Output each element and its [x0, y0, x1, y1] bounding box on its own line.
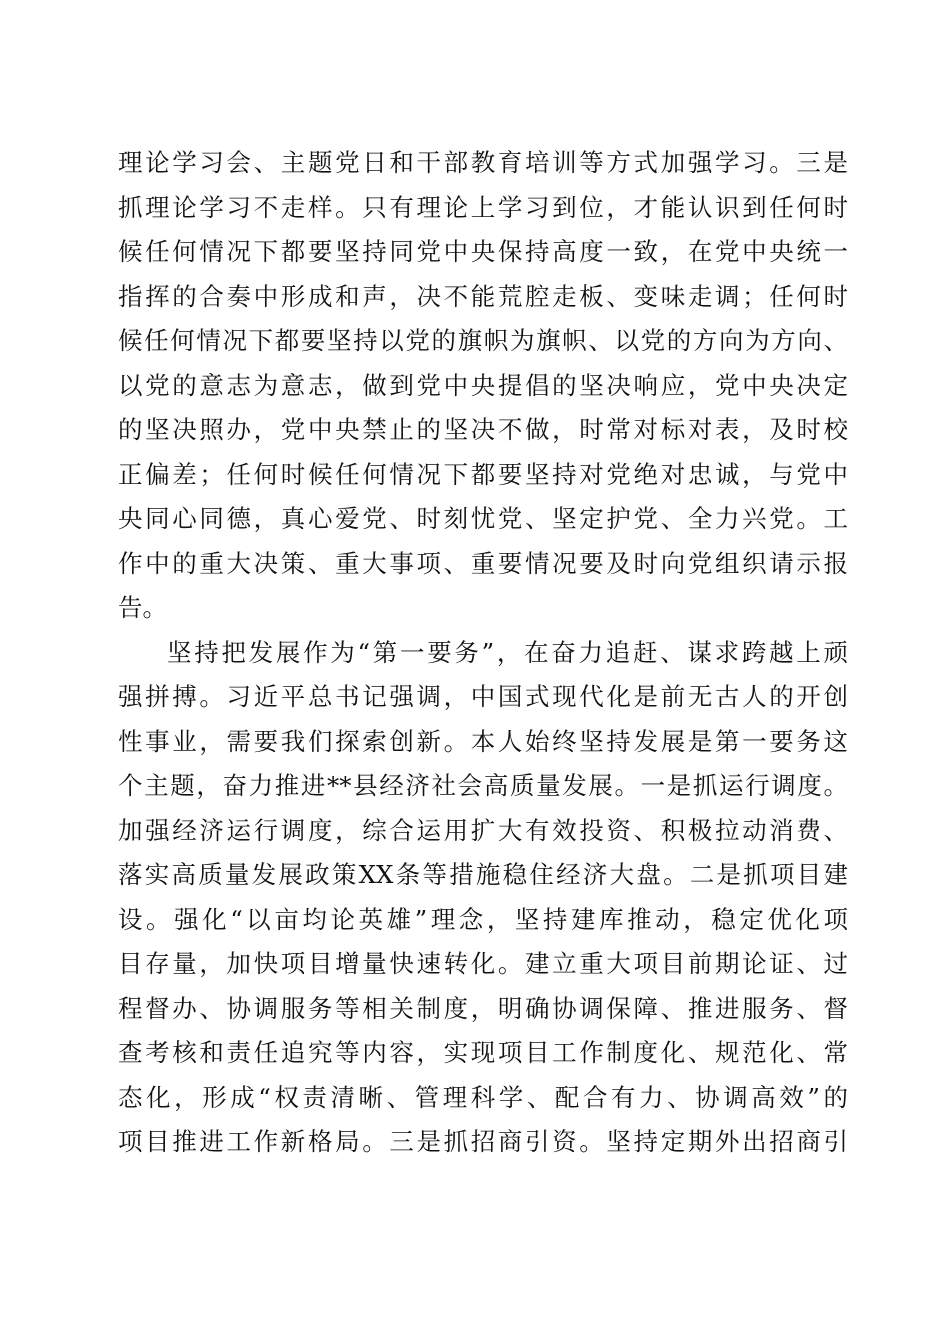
text-line: 设。强化“以亩均论英雄”理念，坚持建库推动，稳定优化项 — [118, 904, 848, 934]
text-line: 候任何情况下都要坚持同党中央保持高度一致，在党中央统一 — [118, 237, 848, 266]
text-line: 程督办、协调服务等相关制度，明确协调保障、推进服务、督 — [118, 993, 848, 1023]
text-line: 抓理论学习不走样。只有理论上学习到位，才能认识到任何时 — [118, 192, 848, 222]
text-line: 的坚决照办，党中央禁止的坚决不做，时常对标对表，及时校 — [118, 415, 848, 444]
text-line: 作中的重大决策、重大事项、重要情况要及时向党组织请示报 — [118, 548, 848, 578]
document-body — [118, 141, 848, 1165]
text-line: 坚持把发展作为“第一要务”，在奋力追赶、谋求跨越上顽 — [167, 637, 848, 667]
text-line: 性事业，需要我们探索创新。本人始终坚持发展是第一要务这 — [118, 726, 848, 756]
text-line: 加强经济运行调度，综合运用扩大有效投资、积极拉动消费、 — [118, 815, 848, 845]
text-line: 态化，形成“权责清晰、管理科学、配合有力、协调高效”的 — [118, 1082, 848, 1112]
text-line: 告。 — [118, 593, 167, 622]
text-line: 候任何情况下都要坚持以党的旗帜为旗帜、以党的方向为方向、 — [118, 326, 848, 355]
text-line: 目存量，加快项目增量快速转化。建立重大项目前期论证、过 — [118, 949, 848, 978]
text-line: 理论学习会、主题党日和干部教育培训等方式加强学习。三是 — [118, 148, 848, 177]
text-line: 落实高质量发展政策XX条等措施稳住经济大盘。二是抓项目建 — [118, 860, 848, 889]
text-line: 个主题，奋力推进**县经济社会高质量发展。一是抓运行调度。 — [118, 771, 848, 800]
text-line: 查考核和责任追究等内容，实现项目工作制度化、规范化、常 — [118, 1038, 848, 1067]
text-line: 以党的意志为意志，做到党中央提倡的坚决响应，党中央决定 — [118, 370, 848, 400]
text-line: 正偏差；任何时候任何情况下都要坚持对党绝对忠诚，与党中 — [118, 459, 848, 489]
text-line: 指挥的合奏中形成和声，决不能荒腔走板、变味走调；任何时 — [118, 281, 848, 311]
text-line: 央同心同德，真心爱党、时刻忧党、坚定护党、全力兴党。工 — [118, 504, 848, 533]
text-line: 项目推进工作新格局。三是抓招商引资。坚持定期外出招商引 — [118, 1127, 848, 1156]
text-line: 强拼搏。习近平总书记强调，中国式现代化是前无古人的开创 — [118, 682, 848, 711]
